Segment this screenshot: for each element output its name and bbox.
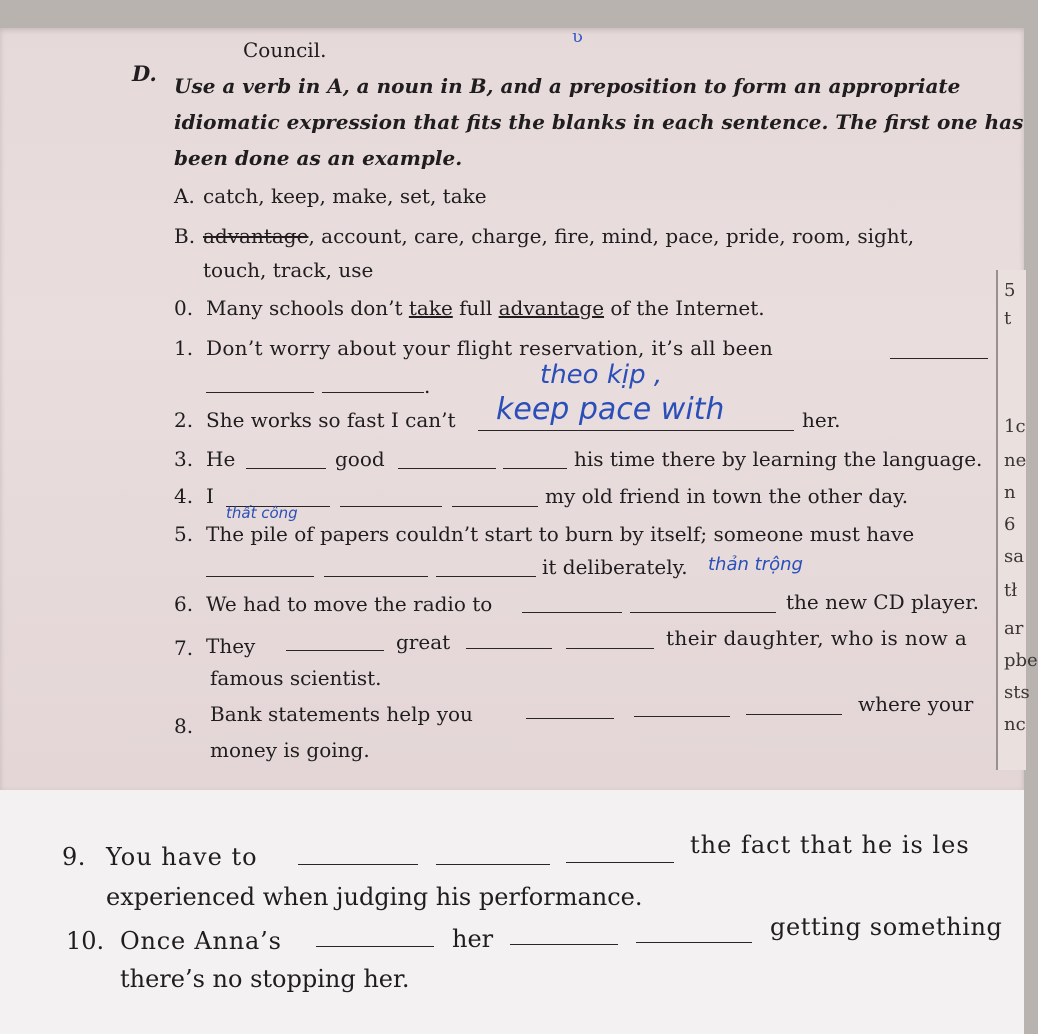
item-number: 0.	[174, 296, 194, 320]
item-number: 4.	[174, 484, 194, 508]
item-number: 3.	[174, 447, 194, 471]
answer-blank[interactable]	[466, 630, 552, 649]
list-a-label: A.	[174, 184, 195, 208]
item-number: 9.	[62, 843, 86, 871]
answer-blank[interactable]	[324, 558, 428, 577]
edge-fragment: sa	[1004, 546, 1024, 567]
pen-mark: ʋ	[572, 26, 583, 47]
answer-blank[interactable]	[436, 558, 536, 577]
item-number: 8.	[174, 714, 194, 738]
section-letter: D.	[132, 61, 157, 86]
item-number: 10.	[66, 927, 105, 955]
item-9-text: You have to	[106, 843, 258, 871]
item-5-text: The pile of papers couldn’t start to burn by itself; someone must have	[206, 522, 915, 546]
struck-word: advantage	[203, 224, 309, 248]
item-3-text: good	[335, 447, 385, 471]
item-8-text: Bank statements help you	[210, 702, 473, 726]
item-number: 7.	[174, 636, 194, 660]
item-4-text: my old friend in town the other day.	[545, 484, 909, 508]
edge-fragment: n	[1004, 482, 1016, 503]
item-9-text: the fact that he is les	[690, 831, 970, 859]
answer-blank[interactable]	[503, 450, 567, 469]
answer-blank[interactable]	[340, 488, 442, 507]
handwritten-note: theo kịp ,	[540, 360, 663, 390]
item-1-period: .	[424, 374, 431, 398]
edge-fragment: 6	[1004, 514, 1016, 535]
instructions-line-1: Use a verb in A, a noun in B, and a preposition to form an appropriate	[174, 74, 961, 98]
edge-fragment: ar	[1004, 618, 1024, 639]
prev-sentence-end: Council.	[243, 38, 327, 62]
answer-blank[interactable]	[398, 450, 496, 469]
text-part: Many schools don’t	[206, 296, 409, 320]
answer-blank[interactable]	[746, 696, 842, 715]
item-10-text: there’s no stopping her.	[120, 965, 410, 993]
list-b-words-line-2: touch, track, use	[203, 258, 374, 282]
edge-fragment: pbe	[1004, 650, 1038, 671]
text-part: of the Internet.	[604, 296, 765, 320]
example-verb: take	[408, 296, 453, 320]
item-number: 2.	[174, 408, 194, 432]
item-number: 6.	[174, 592, 194, 616]
answer-blank[interactable]	[316, 928, 434, 947]
answer-blank[interactable]	[286, 632, 384, 651]
example-noun: advantage	[498, 296, 605, 320]
item-3-text: his time there by learning the language.	[574, 447, 983, 471]
item-8-text: money is going.	[210, 738, 370, 762]
item-10-text: Once Anna’s	[120, 927, 282, 955]
answer-blank[interactable]	[566, 844, 674, 863]
answer-blank[interactable]	[634, 698, 730, 717]
list-a-words: catch, keep, make, set, take	[203, 184, 487, 208]
edge-fragment: 5	[1004, 280, 1016, 301]
item-8-text: where your	[858, 692, 974, 716]
answer-blank[interactable]	[510, 926, 618, 945]
item-6-text: the new CD player.	[786, 590, 979, 614]
answer-blank[interactable]	[636, 924, 752, 943]
edge-fragment: tł	[1004, 580, 1018, 601]
edge-fragment: sts	[1004, 682, 1030, 703]
answer-blank[interactable]	[298, 846, 418, 865]
edge-fragment: t	[1004, 308, 1012, 329]
item-7-text: They	[206, 634, 256, 658]
answer-blank[interactable]	[436, 846, 550, 865]
handwritten-answer: keep pace with	[496, 392, 725, 427]
instructions-line-3: been done as an example.	[174, 146, 463, 170]
answer-blank[interactable]	[322, 374, 424, 393]
item-10-text: her	[452, 925, 494, 953]
item-7-text: their daughter, who is now a	[666, 626, 968, 650]
item-0-sentence	[206, 296, 765, 320]
item-4-text: I	[206, 484, 214, 508]
answer-blank[interactable]	[890, 340, 988, 359]
list-b-rest: , account, care, charge, fire, mind, pace, pride, room, sight,	[308, 224, 915, 248]
edge-fragment: ne	[1004, 450, 1027, 471]
answer-blank[interactable]	[206, 374, 314, 393]
answer-blank[interactable]	[526, 700, 614, 719]
item-2-sentence: She works so fast I can’t	[206, 408, 456, 432]
answer-blank[interactable]	[630, 594, 776, 613]
item-6-text: We had to move the radio to	[206, 592, 493, 616]
list-b-words	[203, 224, 914, 248]
item-1-sentence: Don’t worry about your flight reservation, it’s all been	[206, 336, 774, 360]
answer-blank[interactable]	[566, 630, 654, 649]
answer-blank[interactable]	[452, 488, 538, 507]
answer-blank[interactable]	[246, 450, 326, 469]
item-2-sentence-end: her.	[802, 408, 841, 432]
item-7-text: great	[396, 630, 451, 654]
edge-fragment: nc	[1004, 714, 1026, 735]
instructions-line-2: idiomatic expression that fits the blanks in each sentence. The first one has	[174, 110, 1024, 134]
item-number: 1.	[174, 336, 194, 360]
item-9-text: experienced when judging his performance.	[106, 883, 643, 911]
item-7-text: famous scientist.	[210, 666, 382, 690]
item-5-text: it deliberately.	[542, 555, 688, 579]
answer-blank[interactable]	[522, 594, 622, 613]
list-b-label: B.	[174, 224, 196, 248]
item-3-text: He	[206, 447, 236, 471]
handwritten-note: thản trộng	[708, 554, 803, 575]
text-part: full	[452, 296, 499, 320]
answer-blank[interactable]	[206, 558, 314, 577]
item-10-text: getting something	[770, 913, 1003, 941]
handwritten-note: thất công	[226, 504, 298, 522]
item-number: 5.	[174, 522, 194, 546]
edge-fragment: 1c	[1004, 416, 1026, 437]
